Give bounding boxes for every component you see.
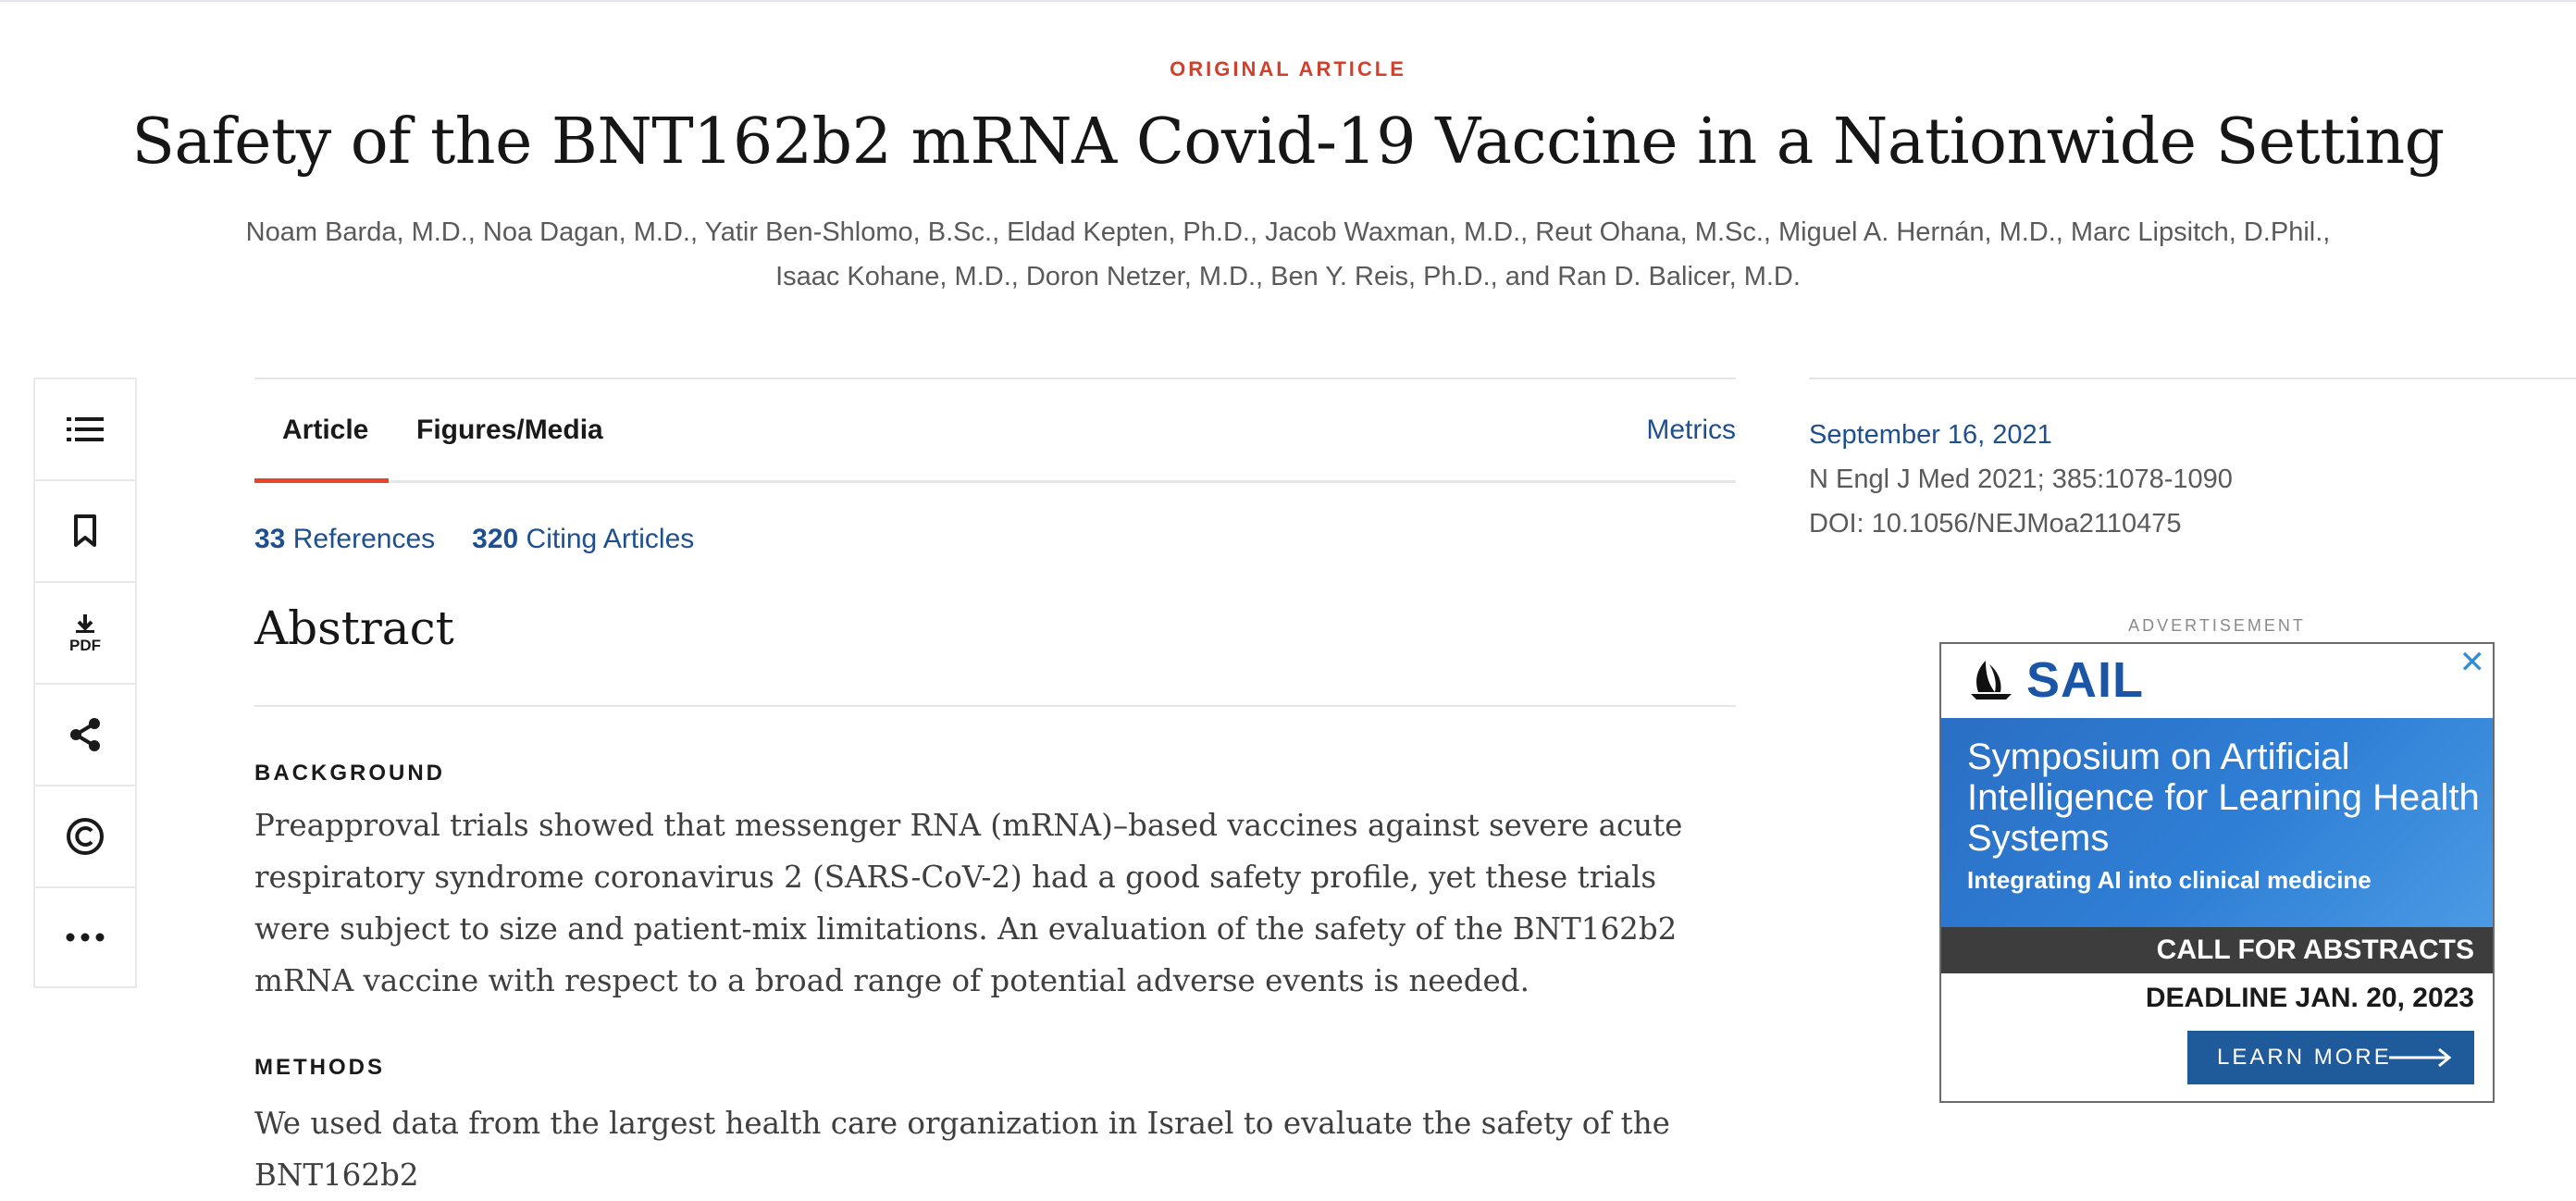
abstract-divider: [254, 705, 1736, 707]
abstract-heading: Abstract: [254, 601, 454, 655]
publication-date[interactable]: September 16, 2021: [1809, 420, 2052, 450]
references-count: 33: [254, 524, 286, 554]
share-button[interactable]: [35, 685, 135, 786]
journal-citation: N Engl J Med 2021; 385:1078-1090: [1809, 464, 2233, 494]
active-tab-indicator: [254, 478, 389, 483]
contents-button[interactable]: [35, 379, 135, 481]
permissions-button[interactable]: [35, 786, 135, 888]
pdf-label: PDF: [69, 637, 101, 654]
authors-line-1[interactable]: Noam Barda, M.D., Noa Dagan, M.D., Yatir Ben-Shlomo, B.Sc., Eldad Kepten, Ph.D., Jacob Waxman, M.D., Reut Ohana, M.Sc., Miguel A. Hernán, M.D., Marc Lipsitch, D.Phil.,: [245, 217, 2331, 247]
article-title: Safety of the BNT162b2 mRNA Covid-19 Vaccine in a Nationwide Setting: [131, 105, 2445, 179]
tab-article[interactable]: Article: [282, 415, 369, 445]
copyright-icon: [66, 817, 105, 856]
article-toolbar: [33, 378, 137, 988]
pdf-download-button[interactable]: [35, 583, 135, 685]
sail-ship-icon: [1967, 657, 2015, 703]
list-icon: [67, 415, 104, 443]
authors-line-2[interactable]: Isaac Kohane, M.D., Doron Netzer, M.D., Ben Y. Reis, Ph.D., and Ran D. Balicer, M.D.: [775, 262, 1801, 291]
citing-articles-link[interactable]: [472, 524, 694, 554]
ad-learn-more-button[interactable]: [2187, 1031, 2474, 1084]
advertisement-banner[interactable]: [1939, 642, 2495, 1103]
reference-links: [254, 524, 694, 555]
ad-header: [1941, 644, 2493, 718]
top-divider: [0, 0, 2576, 2]
tab-figures-media[interactable]: Figures/Media: [416, 415, 603, 445]
author-list: [205, 210, 2371, 299]
ad-headline: Symposium on Artificial Intelligence for Learning Health Systems: [1967, 737, 2480, 859]
meta-divider: [1809, 378, 2576, 379]
more-icon: [66, 933, 105, 942]
article-tabs: [254, 378, 1736, 483]
bookmark-icon: [73, 514, 97, 548]
references-link[interactable]: [254, 524, 435, 554]
ad-deadline: DEADLINE JAN. 20, 2023: [2145, 983, 2474, 1013]
references-label: References: [292, 524, 436, 554]
article-header: [0, 57, 2576, 299]
share-icon: [68, 717, 102, 752]
tab-metrics[interactable]: Metrics: [1646, 415, 1736, 445]
advertisement-label: ADVERTISEMENT: [2128, 616, 2306, 635]
citing-count: 320: [472, 524, 519, 554]
methods-heading: METHODS: [254, 1055, 385, 1080]
pdf-download-icon: [63, 613, 107, 653]
ad-call-for-abstracts: CALL FOR ABSTRACTS: [1941, 927, 2493, 973]
ad-brand: SAIL: [2026, 652, 2145, 708]
ad-button-label: LEARN MORE: [2217, 1045, 2392, 1070]
doi: DOI: 10.1056/NEJMoa2110475: [1809, 509, 2182, 539]
bookmark-button[interactable]: [35, 481, 135, 583]
methods-text: We used data from the largest health care organization in Israel to evaluate the safety of the BNT162b2: [254, 1106, 1670, 1193]
more-options-button[interactable]: [35, 888, 135, 986]
article-type-label: ORIGINAL ARTICLE: [1170, 57, 1406, 80]
publication-meta: [1809, 413, 2233, 546]
ad-subhead: Integrating AI into clinical medicine: [1967, 866, 2372, 894]
background-heading: BACKGROUND: [254, 761, 445, 786]
ad-hero: [1941, 718, 2493, 927]
arrow-right-icon: [2389, 1047, 2452, 1068]
close-icon[interactable]: ✕: [2458, 645, 2485, 680]
citing-label: Citing Articles: [526, 524, 695, 554]
background-text: Preapproval trials showed that messenger RNA (mRNA)–based vaccines against severe acute respiratory syndrome coronavirus 2 (SARS-CoV-2) had a good safety profile, yet these trials were subject to size and patient-mix limitations. An evaluation of the safety of the BNT162b2 mRNA vaccine with respect to a broad range of potential adverse events is needed.: [254, 808, 1683, 998]
